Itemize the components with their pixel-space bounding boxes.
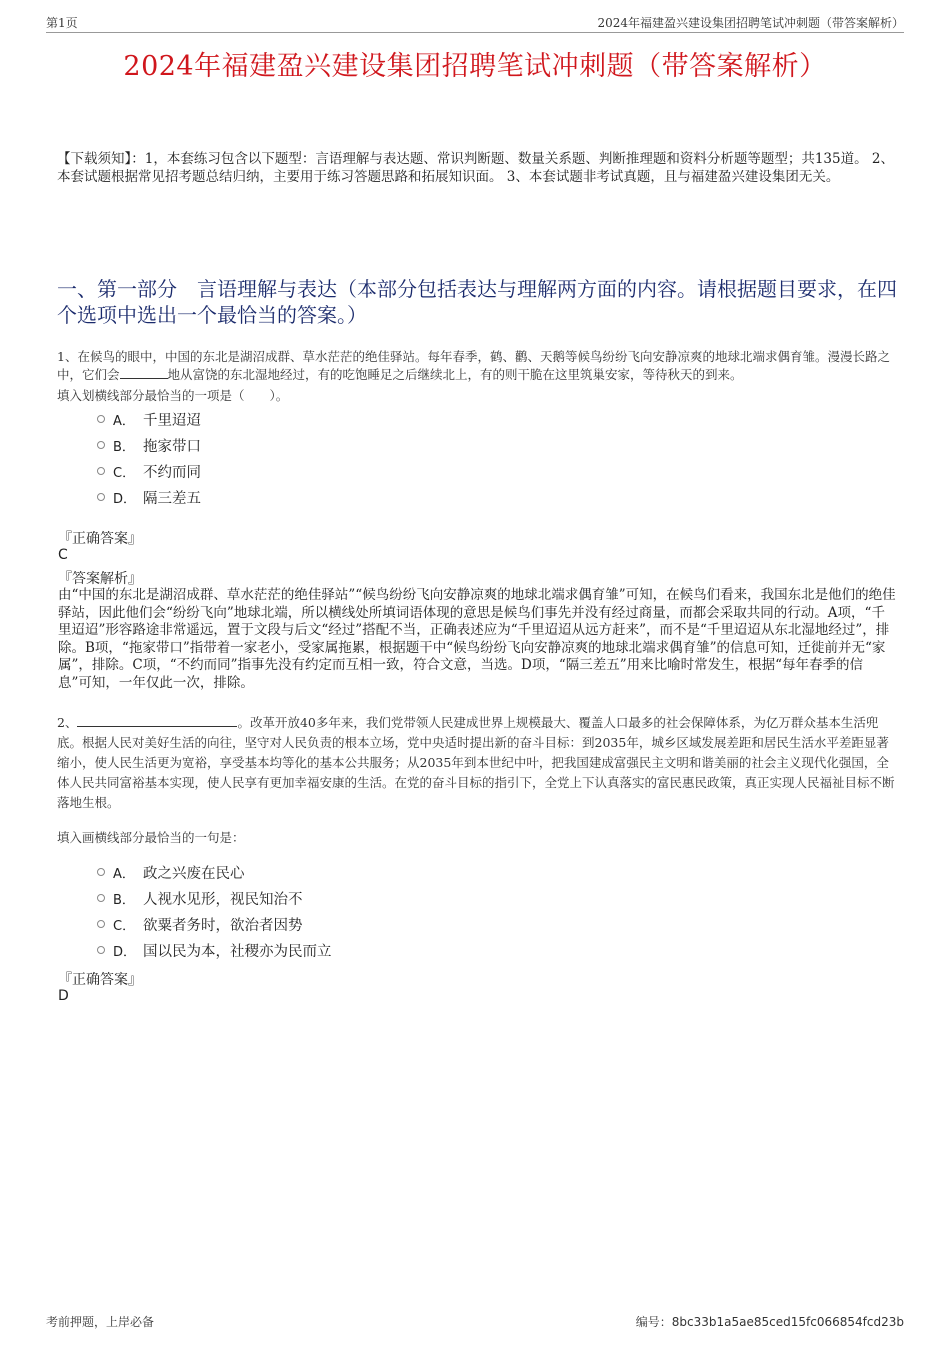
question-2-option-c[interactable]: C． 欲粟者务时，欲治者因势 (97, 911, 332, 937)
question-1-prompt: 填入划横线部分最恰当的一项是（ ）。 (57, 388, 289, 403)
question-1-text-after: 地从富饶的东北湿地经过，有的吃饱睡足之后继续北上，有的则干脆在这里筑巢安家，等待秋天的到来。 (167, 367, 743, 382)
question-1-analysis: 由“中国的东北是湖沼成群、草水茫茫的绝佳驿站”“候鸟纷纷飞向安静凉爽的地球北端求偶育雏”可知，在候鸟们看来，我国东北是他们的绝佳驿站，因此他们会“纷纷飞向”地球北端，所以横线处所填词语体现的意思是候鸟们事先并没有经过商量，而都会采取共同的行动。A项，“千里迢迢”形容路途非常遥远，置于文段与后文“经过”搭配不当，正确表述应为“千里迢迢从远方赶来”，而不是“千里迢迢从东北湿地经过”，排除。B项，“拖家带口”指带着一家老小，受家属拖累，根据题干中“候鸟纷纷飞向安静凉爽的地球北端求偶育雏”的信息可知，迁徙前并无“家属”，排除。C项，“不约而同”指事先没有约定而互相一致，符合文意，当选。D项，“隔三差五”用来比喻时常发生，根据“每年春季的信息”可知，一年仅此一次，排除。 (58, 587, 896, 691)
question-2-prompt: 填入画横线部分最恰当的一句是： (57, 830, 245, 845)
question-1 (57, 348, 897, 384)
page-header (46, 14, 904, 33)
question-1-option-a[interactable]: A． 千里迢迢 (97, 406, 201, 432)
question-2-blank (77, 714, 237, 727)
footer-slogan: 考前押题，上岸必备 (46, 1315, 155, 1329)
question-2-answer: D (58, 988, 69, 1004)
question-2 (57, 713, 897, 813)
section-title: 一、第一部分 言语理解与表达（本部分包括表达与理解两方面的内容。请根据题目要求，在四个选项中选出一个最恰当的答案。） (57, 277, 897, 327)
question-2-number: 2、 (57, 715, 78, 730)
radio-icon[interactable] (97, 868, 105, 876)
question-2-option-d[interactable]: D． 国以民为本，社稷亦为民而立 (97, 937, 332, 963)
question-2-text: 。改革开放40多年来，我们党带领人民建成世界上规模最大、覆盖人口最多的社会保障体系，为亿万群众基本生活兜底。根据人民对美好生活的向往，坚守对人民负责的根本立场，党中央适时提出新的奋斗目标：到2035年，城乡区域发展差距和居民生活水平差距显著缩小，使人民生活更为宽裕，享受基本均等化的基本公共服务；从2035年到本世纪中叶，把我国建成富强民主文明和谐美丽的社会主义现代化强国，全体人民共同富裕基本实现，使人民享有更加幸福安康的生活。在党的奋斗目标的指引下，全党上下认真落实的富民惠民政策，真正实现人民福祉目标不断落地生根。 (57, 715, 895, 810)
question-1-answer: C (58, 547, 68, 563)
footer-code-label: 编号： (635, 1315, 672, 1329)
question-1-options (97, 406, 201, 510)
question-1-option-c[interactable]: C． 不约而同 (97, 458, 201, 484)
question-1-answer-label: 『正确答案』 (58, 531, 142, 547)
question-1-blank (120, 366, 168, 379)
radio-icon[interactable] (97, 920, 105, 928)
question-2-option-b[interactable]: B． 人视水见形，视民知治不 (97, 885, 332, 911)
footer-code: 8bc33b1a5ae85ced15fc066854fcd23b (671, 1315, 904, 1329)
question-1-text-before: 1、在候鸟的眼中，中国的东北是湖沼成群、草水茫茫的绝佳驿站。每年春季，鹤、鹳、天鹅等候鸟纷纷飞向安静凉爽的地球北端求偶育雏。漫漫长路之中，它们会 (57, 349, 890, 382)
page-number: 第1页 (46, 16, 78, 30)
radio-icon[interactable] (97, 946, 105, 954)
radio-icon[interactable] (97, 415, 105, 423)
radio-icon[interactable] (97, 894, 105, 902)
question-1-option-d[interactable]: D． 隔三差五 (97, 484, 201, 510)
header-doc-title: 2024年福建盈兴建设集团招聘笔试冲刺题（带答案解析） (597, 16, 904, 30)
radio-icon[interactable] (97, 493, 105, 501)
question-1-option-b[interactable]: B． 拖家带口 (97, 432, 201, 458)
footer-code-block (636, 1313, 904, 1330)
radio-icon[interactable] (97, 467, 105, 475)
question-2-option-a[interactable]: A． 政之兴废在民心 (97, 859, 332, 885)
question-2-options (97, 859, 332, 963)
page-footer (46, 1313, 904, 1330)
radio-icon[interactable] (97, 441, 105, 449)
page-title: 2024年福建盈兴建设集团招聘笔试冲刺题（带答案解析） (123, 51, 827, 82)
question-2-answer-label: 『正确答案』 (58, 972, 142, 988)
question-1-analysis-label: 『答案解析』 (58, 571, 142, 587)
download-notice: 【下载须知】：1，本套练习包含以下题型：言语理解与表达题、常识判断题、数量关系题、判断推理题和资料分析题等题型；共135道。 2、本套试题根据常见招考题总结归纳，主要用于练习答题思路和拓展知识面。 3、本套试题非考试真题，且与福建盈兴建设集团无关。 (57, 151, 894, 185)
